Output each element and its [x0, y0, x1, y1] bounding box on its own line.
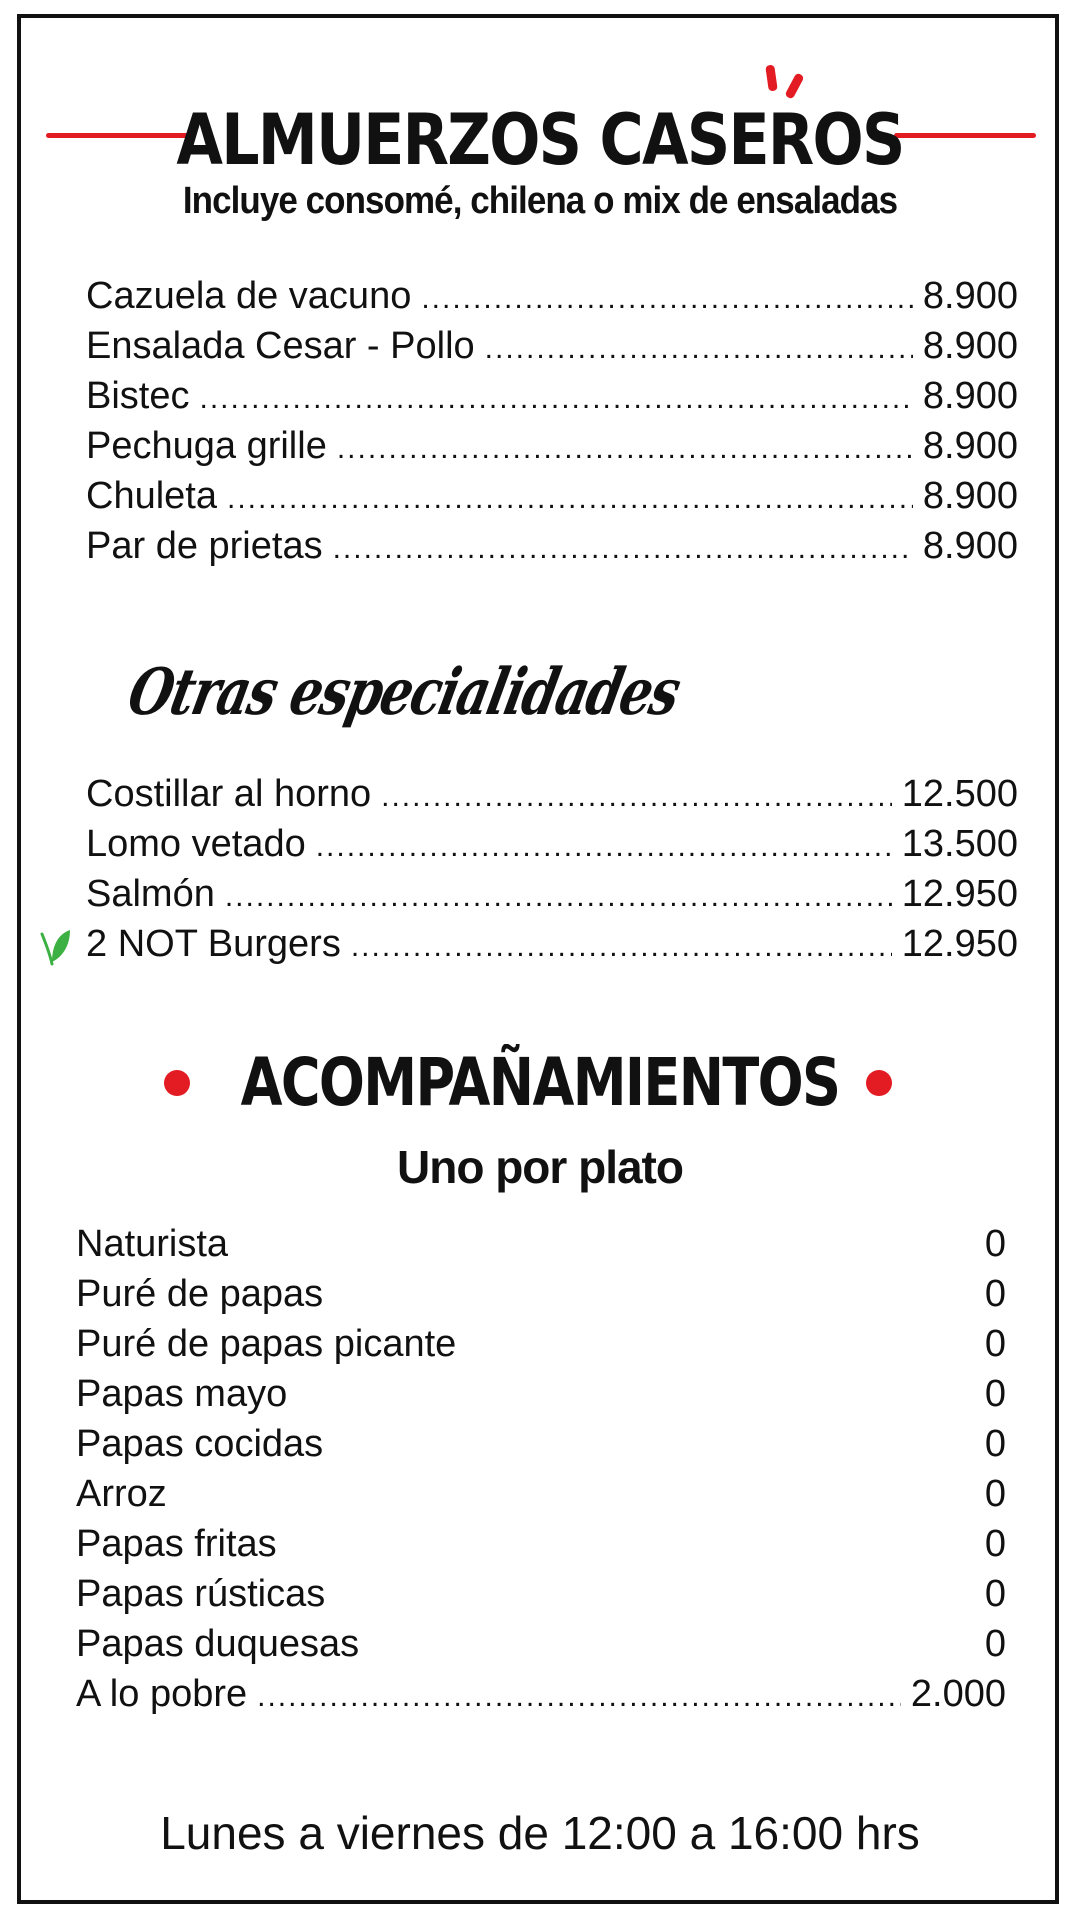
section-subtitle: Uno por plato	[397, 1141, 683, 1193]
side-item-name: Papas cocidas	[76, 1423, 324, 1465]
menu-item	[86, 920, 1018, 968]
leader-dots	[351, 923, 892, 971]
side-item	[76, 1670, 1006, 1718]
side-item-name: Arroz	[76, 1473, 167, 1515]
side-item	[76, 1470, 1006, 1518]
menu-item-price: 8.900	[922, 375, 1018, 417]
section-title-especialidades: Otras especialidades	[122, 655, 686, 730]
menu-item-price: 13.500	[901, 823, 1018, 865]
menu-item-name: Costillar al horno	[86, 773, 372, 815]
leader-dots	[227, 475, 913, 523]
menu-item	[86, 522, 1018, 570]
menu-item-name: Cazuela de vacuno	[86, 275, 412, 317]
leader-dots	[225, 873, 892, 921]
leader-dots	[485, 325, 913, 373]
menu-item-name: Ensalada Cesar - Pollo	[86, 325, 475, 367]
side-item	[76, 1420, 1006, 1468]
side-item-price: 0	[984, 1623, 1006, 1665]
side-item-price: 0	[984, 1323, 1006, 1365]
leader-dots	[421, 275, 913, 323]
side-item	[76, 1570, 1006, 1618]
title-row	[0, 95, 1080, 185]
menu-item-price: 8.900	[922, 475, 1018, 517]
side-item	[76, 1620, 1006, 1668]
menu-item	[86, 770, 1018, 818]
menu-item-price: 12.950	[901, 873, 1018, 915]
side-item	[76, 1520, 1006, 1568]
side-item	[76, 1270, 1006, 1318]
side-item-name: Puré de papas	[76, 1273, 324, 1315]
menu-item-price: 12.950	[901, 923, 1018, 965]
side-item	[76, 1220, 1006, 1268]
leader-dots	[199, 375, 912, 423]
menu-item-name: Par de prietas	[86, 525, 323, 567]
side-item-name: Papas duquesas	[76, 1623, 360, 1665]
menu-item-price: 8.900	[922, 525, 1018, 567]
page-subtitle: Incluye consomé, chilena o mix de ensaladas	[182, 180, 898, 222]
menu-item	[86, 272, 1018, 320]
side-item-name: Naturista	[76, 1223, 229, 1265]
menu-item	[86, 322, 1018, 370]
menu-item	[86, 372, 1018, 420]
side-item-price: 2.000	[910, 1673, 1006, 1715]
menu-item-name: Bistec	[86, 375, 190, 417]
menu-item	[86, 472, 1018, 520]
side-item-name: Papas mayo	[76, 1373, 288, 1415]
menu-item-price: 12.500	[901, 773, 1018, 815]
side-item-price: 0	[984, 1573, 1006, 1615]
menu-item	[86, 820, 1018, 868]
menu-item-name: Chuleta	[86, 475, 217, 517]
page-title: ALMUERZOS CASEROS	[176, 99, 904, 181]
menu-item-price: 8.900	[922, 325, 1018, 367]
footer-hours: Lunes a viernes de 12:00 a 16:00 hrs	[160, 1807, 920, 1859]
side-item	[76, 1370, 1006, 1418]
side-item-price: 0	[984, 1423, 1006, 1465]
vegan-leaf-icon	[38, 928, 72, 968]
side-item-name: Puré de papas picante	[76, 1323, 457, 1365]
menu-item-name: 2 NOT Burgers	[86, 923, 341, 965]
side-item-name: Papas fritas	[76, 1523, 277, 1565]
side-item-price: 0	[984, 1473, 1006, 1515]
leader-dots	[257, 1673, 901, 1721]
menu-item	[86, 422, 1018, 470]
menu-item-name: Lomo vetado	[86, 823, 306, 865]
menu-item	[86, 870, 1018, 918]
menu-item-price: 8.900	[922, 425, 1018, 467]
side-item-price: 0	[984, 1523, 1006, 1565]
side-item-name: A lo pobre	[76, 1673, 248, 1715]
leader-dots	[381, 773, 892, 821]
side-item-price: 0	[984, 1223, 1006, 1265]
menu-item-name: Salmón	[86, 873, 215, 915]
side-item-price: 0	[984, 1373, 1006, 1415]
side-item-name: Papas rústicas	[76, 1573, 326, 1615]
section-title-acompanamientos: ACOMPAÑAMIENTOS	[240, 1044, 840, 1121]
leader-dots	[337, 425, 913, 473]
menu-item-price: 8.900	[922, 275, 1018, 317]
side-item	[76, 1320, 1006, 1368]
menu-item-name: Pechuga grille	[86, 425, 327, 467]
leader-dots	[316, 823, 892, 871]
side-item-price: 0	[984, 1273, 1006, 1315]
leader-dots	[333, 525, 913, 573]
